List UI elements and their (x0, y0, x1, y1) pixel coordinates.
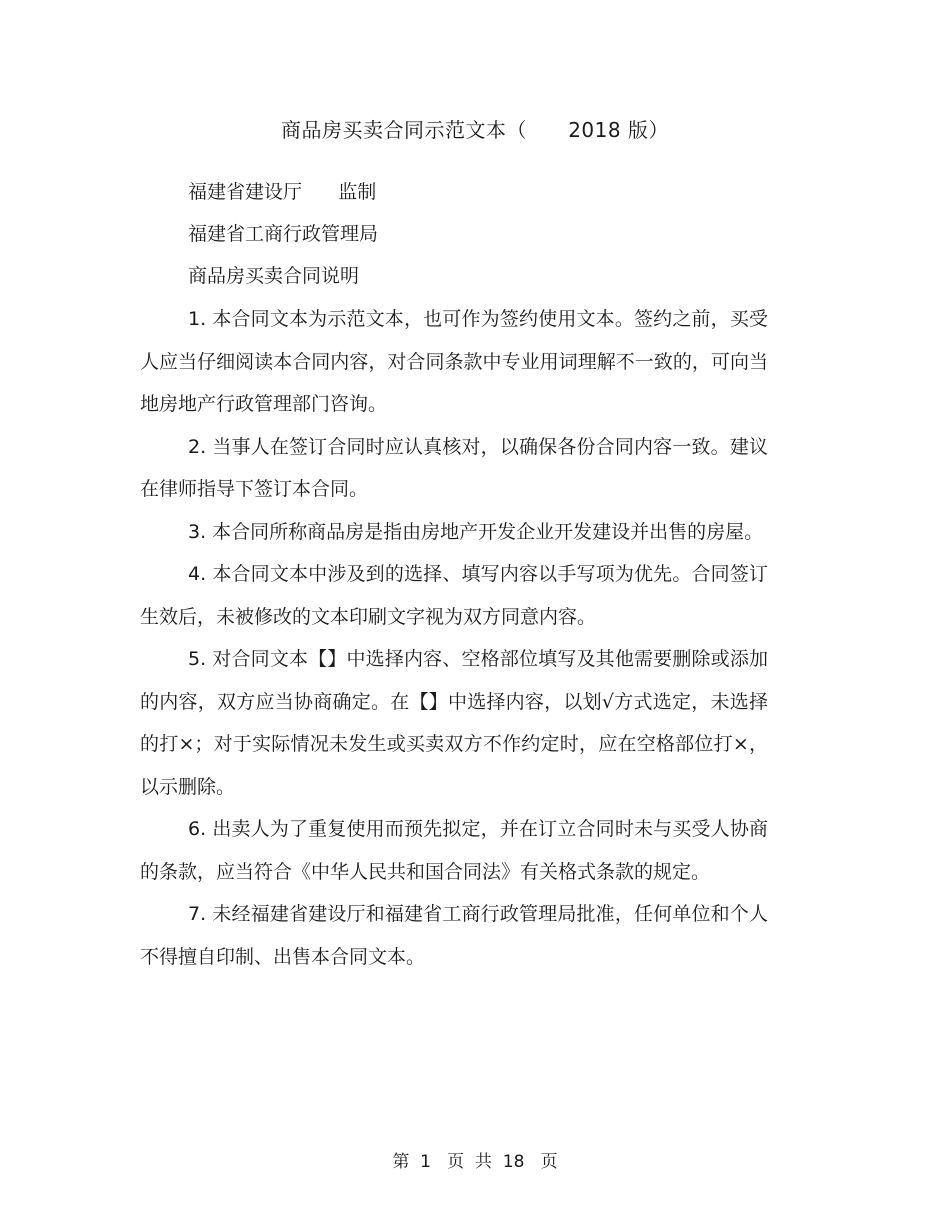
instruction-paragraph-4: 4. 本合同文本中涉及到的选择、填写内容以手写项为优先。合同签订生效后，未被修改的文本印刷文字视为双方同意内容。 (140, 563, 768, 628)
instruction-paragraph-6: 6. 出卖人为了重复使用而预先拟定，并在订立合同时未与买受人协商的条款，应当符合《中华人民共和国合同法》有关格式条款的规定。 (140, 818, 768, 883)
document-title: 商品房买卖合同示范文本（ 2018 版） (281, 118, 669, 142)
supervisor-line: 福建省建设厅 监制 (188, 181, 377, 203)
instruction-paragraph-3: 3. 本合同所称商品房是指由房地产开发企业开发建设并出售的房屋。 (188, 520, 764, 543)
instructions-body (140, 298, 768, 978)
page-number-footer: 第 1 页 共 18 页 (392, 1152, 558, 1172)
instruction-paragraph-2: 2. 当事人在签订合同时应认真核对，以确保各份合同内容一致。建议在律师指导下签订本合同。 (140, 435, 768, 500)
instruction-paragraph-5: 5. 对合同文本【】中选择内容、空格部位填写及其他需要删除或添加的内容，双方应当协商确定。在【】中选择内容，以划√方式选定，未选择的打×；对于实际情况未发生或买卖双方不作约定时，应在空格部位打×，以示删除。 (140, 648, 768, 798)
instruction-paragraph-1: 1. 本合同文本为示范文本，也可作为签约使用文本。签约之前，买受人应当仔细阅读本合同内容，对合同条款中专业用词理解不一致的，可向当地房地产行政管理部门咨询。 (140, 308, 768, 415)
instruction-paragraph-7: 7. 未经福建省建设厅和福建省工商行政管理局批准，任何单位和个人不得擅自印制、出售本合同文本。 (140, 903, 768, 968)
section-heading: 商品房买卖合同说明 (188, 265, 360, 287)
bureau-line: 福建省工商行政管理局 (188, 223, 379, 245)
